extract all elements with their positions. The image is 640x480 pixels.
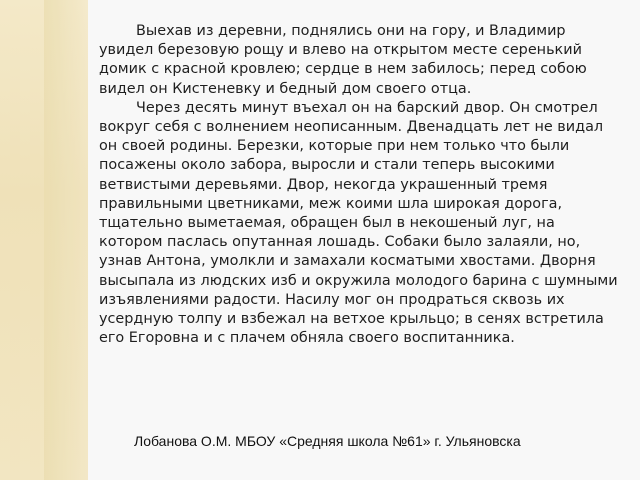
text-body: [99, 22, 619, 348]
decorative-sidebar: [0, 0, 88, 480]
paragraph-1: Выехав из деревни, поднялись они на гору, и Владимир увидел березовую рощу и влево на открытом месте серенький домик с красной кровлею; сердце в нем забилось; перед собою видел он Кистеневку и бедный дом своего отца.: [99, 23, 587, 97]
paragraph-2: Через десять минут въехал он на барский двор. Он смотрел вокруг себя с волнением неописанным. Двенадцать лет не видал он своей родины. Березки, которые при нем только что были посажены около забора, выросли и стали теперь высокими ветвистыми деревьями. Двор, некогда украшенный тремя правильными цветниками, меж коими шла широкая дорога, тщательно выметаемая, обращен был в некошеный луг, на котором паслась опутанная лошадь. Собаки было залаяли, но, узнав Антона, умолкли и замахали косматыми хвостами. Дворня высыпала из людских изб и окружила молодого барина с шумными изъявлениями радости. Насилу мог он продраться сквозь их усердную толпу и взбежал на ветхое крыльцо; в сенях встретила его Егоровна и с плачем обняла своего воспитанника.: [99, 99, 618, 347]
author-footer: Лобанова О.М. МБОУ «Средняя школа №61» г. Ульяновска: [134, 433, 521, 449]
decorative-fold: [44, 0, 88, 480]
